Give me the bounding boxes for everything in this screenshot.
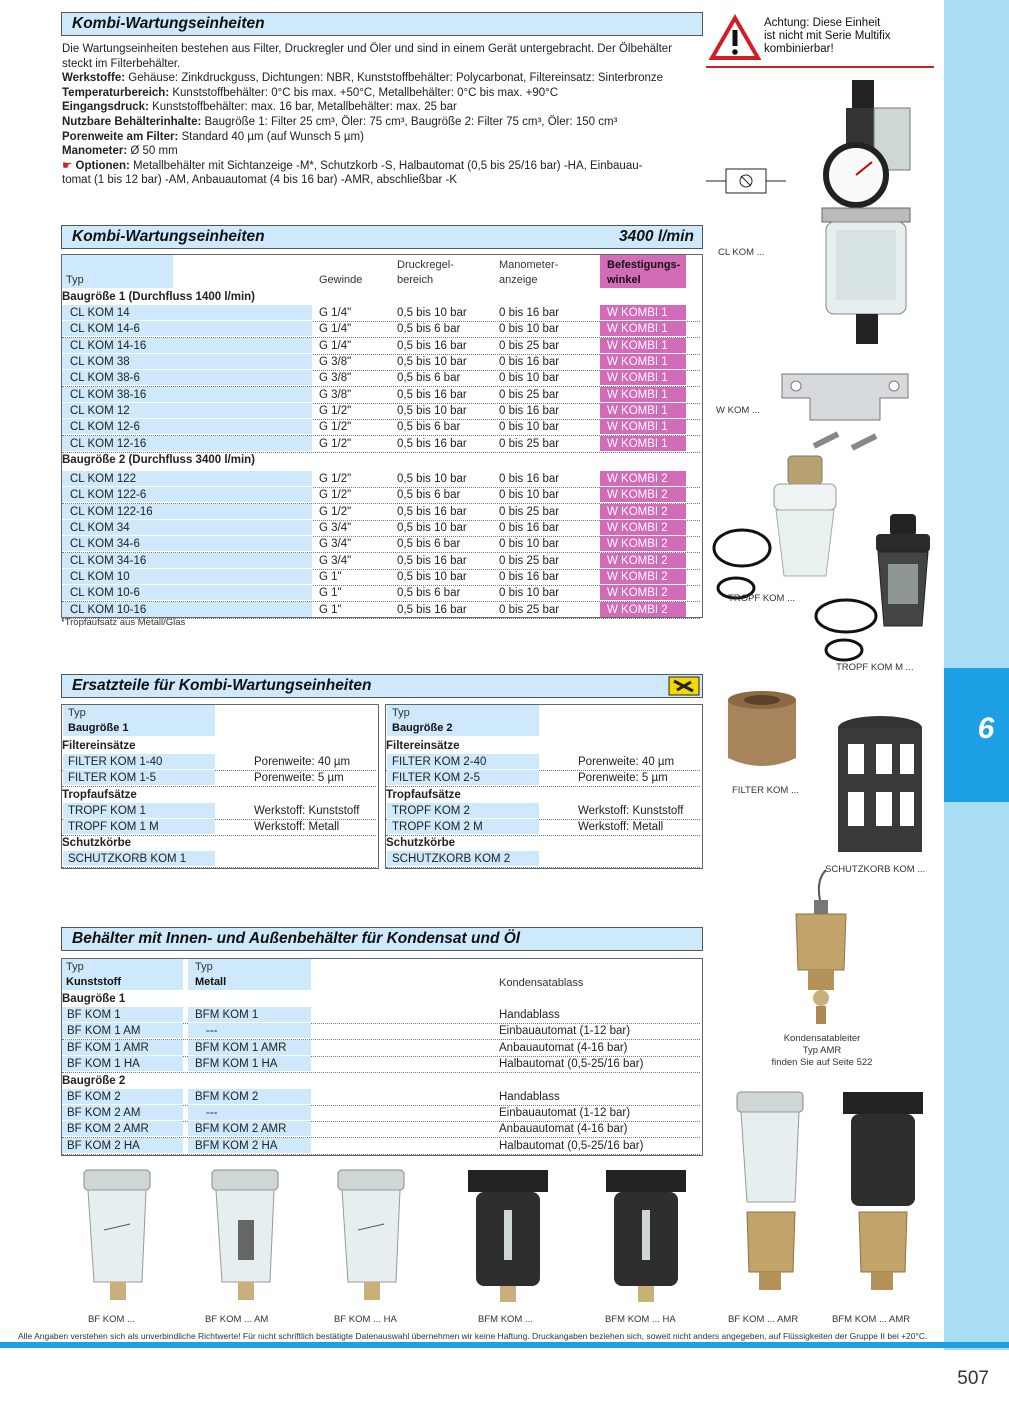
table-cell: CL KOM 34-16 <box>70 554 147 567</box>
col-header-druck: Druckregel- bereich <box>397 259 454 286</box>
table-cell: G 3/8" <box>319 355 352 368</box>
image-caption: FILTER KOM ... <box>732 785 799 796</box>
image-caption: Kondensatableiter <box>783 1033 861 1044</box>
table-row <box>386 770 700 787</box>
table-cell: TROPF KOM 2 <box>392 804 470 817</box>
table-row <box>62 1007 700 1024</box>
table-cell: Porenweite: 40 µm <box>254 756 351 768</box>
table-row <box>62 851 376 868</box>
table-cell: CL KOM 38-6 <box>70 372 140 385</box>
tools-icon <box>669 677 699 695</box>
table-row <box>62 1121 700 1138</box>
table-cell: 0 bis 16 bar <box>499 473 560 485</box>
table-cell: Einbauautomat (1-12 bar) <box>499 1107 631 1119</box>
table-cell: CL KOM 122-6 <box>70 489 147 502</box>
table-cell: 0 bis 10 bar <box>499 587 560 600</box>
pointing-hand-icon: ☛ <box>62 159 73 172</box>
table-cell: W KOMBI 2 <box>607 587 668 600</box>
maintenance-unit-symbol <box>706 166 786 196</box>
spec-manometer: Manometer: Ø 50 mm <box>62 145 178 158</box>
table-cell: 0 bis 25 bar <box>499 339 560 352</box>
table-row <box>62 553 700 570</box>
table-cell: Anbauautomat (4-16 bar) <box>499 1123 628 1136</box>
table-cell: CL KOM 10 <box>70 570 130 583</box>
group-heading: Filtereinsätze <box>386 740 460 752</box>
col-header-kond: Kondensatablass <box>499 977 584 989</box>
table-cell: 0,5 bis 10 bar <box>397 473 467 485</box>
image-caption: BFM KOM ... <box>478 1314 533 1325</box>
section-title: Behälter mit Innen- und Außenbehälter für Kondensat und Öl <box>72 930 521 947</box>
intro-line: steckt im Filterbehälter. <box>62 57 181 70</box>
spec-eingangsdruck: Eingangsdruck: Kunststoffbehälter: max. 16 bar, Metallbehälter: max. 25 bar <box>62 101 457 114</box>
table-cell: G 3/8" <box>319 372 352 385</box>
table-cell: BFM KOM 1 AMR <box>195 1041 287 1054</box>
table-cell: FILTER KOM 1-40 <box>68 756 163 768</box>
table-cell: W KOMBI 1 <box>607 437 668 450</box>
table-cell: CL KOM 12-6 <box>70 421 140 434</box>
group-heading: Filtereinsätze <box>62 740 136 752</box>
image-caption: TROPF KOM ... <box>728 593 796 604</box>
image-caption: BF KOM ... AMR <box>728 1314 799 1325</box>
table-cell: 0 bis 16 bar <box>499 521 560 534</box>
table-cell: 0,5 bis 6 bar <box>397 372 461 385</box>
table-cell: Einbauautomat (1-12 bar) <box>499 1025 631 1038</box>
table-cell: Handablass <box>499 1090 560 1103</box>
table-cell: 0,5 bis 6 bar <box>397 323 461 336</box>
table-cell: 0,5 bis 16 bar <box>397 505 467 518</box>
group-heading: Schutzkörbe <box>386 837 456 850</box>
col-header-typ: Typ Kunststoff <box>66 961 121 988</box>
table-cell: Porenweite: 5 µm <box>578 772 668 785</box>
protective-basket-image <box>830 714 930 864</box>
table-cell: 0,5 bis 6 bar <box>397 538 461 551</box>
col-header-size: Baugröße 2 <box>392 722 453 734</box>
image-caption: finden Sie auf Seite 522 <box>771 1057 873 1068</box>
table-cell: G 3/4" <box>319 538 352 551</box>
table-row <box>62 1056 700 1073</box>
table-cell: 0 bis 25 bar <box>499 603 560 616</box>
table-row <box>62 1105 700 1122</box>
table-cell: CL KOM 34-6 <box>70 538 140 551</box>
table-cell: W KOMBI 2 <box>607 603 668 616</box>
table-cell: W KOMBI 1 <box>607 421 668 434</box>
group-heading: Baugröße 1 <box>62 993 126 1005</box>
table-row <box>62 1138 700 1155</box>
warning-line: Achtung: Diese Einheit <box>764 17 881 29</box>
table-row <box>386 851 700 868</box>
bowl-bfm-kom-amr-image <box>843 1092 923 1312</box>
table-cell: W KOMBI 2 <box>607 521 668 534</box>
table-row <box>386 819 700 836</box>
spec-optionen: ☛ Optionen: Metallbehälter mit Sichtanzeige -M*, Schutzkorb -S, Halbautomat (0,5 bis 25/16 bar) -HA, Einbauau- <box>62 159 643 172</box>
flow-rate: 3400 l/min <box>619 228 694 245</box>
table-cell: CL KOM 38 <box>70 355 130 368</box>
image-caption: BF KOM ... <box>88 1314 135 1325</box>
table-row <box>62 1040 700 1057</box>
table-row <box>62 536 700 553</box>
table-cell: Werkstoff: Metall <box>578 820 664 833</box>
bowl-bfm-kom-ha-image <box>606 1170 686 1310</box>
table-cell: CL KOM 10-6 <box>70 587 140 600</box>
table-cell: G 1" <box>319 587 342 600</box>
intro-text <box>62 42 702 188</box>
o-ring-image <box>814 598 884 668</box>
section-title: Ersatzteile für Kombi-Wartungseinheiten <box>72 677 372 694</box>
warning-line: kombinierbar! <box>764 43 834 55</box>
mounting-bracket-image <box>776 370 916 455</box>
table-cell: BF KOM 2 <box>67 1090 121 1103</box>
table-row <box>62 754 376 771</box>
table-cell: W KOMBI 1 <box>607 372 668 385</box>
bowl-bf-kom-image <box>80 1170 155 1310</box>
col-header-bef: Befestigungs- winkel <box>607 259 681 286</box>
col-header-typ: Typ <box>392 707 410 719</box>
section-header <box>61 674 703 698</box>
table-cell: CL KOM 10-16 <box>70 603 147 616</box>
section-header <box>61 12 703 36</box>
section-title: Kombi-Wartungseinheiten <box>72 228 265 245</box>
section-header <box>61 225 703 249</box>
table-cell: BF KOM 1 AMR <box>67 1041 149 1054</box>
table-cell: FILTER KOM 2-40 <box>392 756 487 768</box>
table-cell: 0,5 bis 6 bar <box>397 587 461 600</box>
table-cell: G 1" <box>319 570 342 583</box>
table-cell: W KOMBI 1 <box>607 388 668 401</box>
image-caption: SCHUTZKORB KOM ... <box>825 864 926 875</box>
table-cell: 0 bis 10 bar <box>499 489 560 502</box>
table-cell: 0 bis 16 bar <box>499 570 560 583</box>
table-cell: BFM KOM 1 HA <box>195 1058 278 1071</box>
table-row <box>62 471 700 488</box>
table-cell: 0 bis 25 bar <box>499 505 560 518</box>
table-cell: Werkstoff: Metall <box>254 820 340 833</box>
table-cell: Werkstoff: Kunststoff <box>254 804 360 817</box>
warning-line: ist nicht mit Serie Multifix <box>764 30 891 42</box>
table-row <box>62 305 700 322</box>
table-cell: 0,5 bis 10 bar <box>397 355 467 368</box>
table-cell: 0 bis 25 bar <box>499 554 560 567</box>
table-cell: 0 bis 16 bar <box>499 355 560 368</box>
table-cell: CL KOM 122 <box>70 473 137 485</box>
table-cell: CL KOM 14 <box>70 307 130 319</box>
table-cell: 0 bis 10 bar <box>499 372 560 385</box>
table-cell: Handablass <box>499 1009 560 1021</box>
table-cell: 0,5 bis 10 bar <box>397 570 467 583</box>
table-cell: 0,5 bis 16 bar <box>397 437 467 450</box>
table-cell: CL KOM 12 <box>70 404 130 417</box>
disclaimer: Alle Angaben verstehen sich als unverbindliche Richtwerte! Für nicht schriftlich bestätigte Datenauswahl übernehmen wir keine Haftung. Druckangaben beziehen sich, soweit nicht anders angegeben, auf Flüssigkeiten der Gruppe II bei +20°C. <box>18 1331 928 1341</box>
table-cell: W KOMBI 1 <box>607 323 668 336</box>
table-cell: W KOMBI 2 <box>607 473 668 485</box>
table-row <box>62 520 700 537</box>
image-caption: BFM KOM ... HA <box>605 1314 676 1325</box>
table-cell: G 1/4" <box>319 339 352 352</box>
table-cell: BF KOM 2 HA <box>67 1139 140 1152</box>
table-cell: BFM KOM 1 <box>195 1009 259 1021</box>
table-cell: W KOMBI 2 <box>607 538 668 551</box>
table-cell: CL KOM 34 <box>70 521 130 534</box>
bowl-bf-kom-am-image <box>208 1170 283 1310</box>
table-cell: G 1/2" <box>319 437 352 450</box>
table-cell: 0 bis 10 bar <box>499 421 560 434</box>
table-cell: 0 bis 25 bar <box>499 388 560 401</box>
table-row <box>62 321 700 338</box>
table-cell: 0,5 bis 10 bar <box>397 307 467 319</box>
table-cell: Halbautomat (0,5-25/16 bar) <box>499 1058 644 1071</box>
table-cell: G 1/2" <box>319 489 352 502</box>
table-cell: G 1" <box>319 603 342 616</box>
table-cell: 0,5 bis 10 bar <box>397 404 467 417</box>
o-ring-image <box>712 528 774 603</box>
table-cell: Werkstoff: Kunststoff <box>578 804 684 817</box>
table-row <box>62 403 700 420</box>
table-cell: BFM KOM 2 HA <box>195 1139 278 1152</box>
col-header-mano: Manometer- anzeige <box>499 259 559 286</box>
spec-temperatur: Temperaturbereich: Kunststoffbehälter: 0°C bis max. +50°C, Metallbehälter: 0°C bis max. +90°C <box>62 86 559 99</box>
table-cell: --- <box>206 1025 218 1038</box>
table-cell: Porenweite: 40 µm <box>578 756 675 768</box>
table-cell: W KOMBI 1 <box>607 307 668 319</box>
table-cell: 0 bis 16 bar <box>499 404 560 417</box>
table-row <box>62 354 700 371</box>
table-cell: W KOMBI 2 <box>607 554 668 567</box>
table-cell: W KOMBI 2 <box>607 489 668 502</box>
image-caption: CL KOM ... <box>718 247 765 258</box>
col-header-gewinde: Gewinde <box>319 274 363 286</box>
table-cell: CL KOM 122-16 <box>70 505 153 518</box>
image-caption: TROPF KOM M ... <box>836 662 914 673</box>
col-header-typ: Typ Metall <box>195 961 227 988</box>
table-cell: 0 bis 25 bar <box>499 437 560 450</box>
table-row <box>62 370 700 387</box>
table-cell: BF KOM 1 HA <box>67 1058 140 1071</box>
intro-line: Die Wartungseinheiten bestehen aus Filter, Druckregler und Öler und sind in einem Gerät untergebracht. Der Ölbehälter <box>62 43 673 55</box>
table-cell: 0,5 bis 6 bar <box>397 421 461 434</box>
table-cell: 0,5 bis 10 bar <box>397 521 467 534</box>
table-cell: 0,5 bis 6 bar <box>397 489 461 502</box>
table-cell: BF KOM 1 AM <box>67 1025 141 1038</box>
table-cell: W KOMBI 2 <box>607 570 668 583</box>
table-row <box>62 504 700 521</box>
bowl-bf-kom-amr-image <box>733 1092 808 1312</box>
table-cell: W KOMBI 2 <box>607 505 668 518</box>
table-cell: G 1/4" <box>319 323 352 336</box>
table-cell: G 3/4" <box>319 521 352 534</box>
bowl-bf-kom-ha-image <box>334 1170 409 1310</box>
spec-porenweite: Porenweite am Filter: Standard 40 µm (auf Wunsch 5 µm) <box>62 130 364 143</box>
col-header-typ: Typ <box>66 274 84 286</box>
table-cell: W KOMBI 1 <box>607 339 668 352</box>
table-cell: 0 bis 10 bar <box>499 323 560 336</box>
table-cell: Porenweite: 5 µm <box>254 772 344 785</box>
chapter-tab-number: 6 <box>977 712 995 745</box>
table-cell: Anbauautomat (4-16 bar) <box>499 1041 628 1054</box>
table-cell: CL KOM 14-6 <box>70 323 140 336</box>
table-cell: BFM KOM 2 <box>195 1090 259 1103</box>
table-cell: CL KOM 12-16 <box>70 437 147 450</box>
table-cell: CL KOM 38-16 <box>70 388 147 401</box>
table-cell: G 1/2" <box>319 404 352 417</box>
table-row <box>62 419 700 436</box>
footer-rule <box>0 1342 1009 1348</box>
warning-icon <box>710 16 760 60</box>
page-number: 507 <box>957 1368 989 1389</box>
col-header-size: Baugröße 1 <box>68 722 129 734</box>
spec-werkstoffe: Werkstoffe: Gehäuse: Zinkdruckguss, Dichtungen: NBR, Kunststoffbehälter: Polycarbonat, Filtereinsatz: Sinterbronze <box>62 72 664 85</box>
table-cell: 0,5 bis 16 bar <box>397 603 467 616</box>
group-heading: Baugröße 2 <box>62 1074 126 1087</box>
table-cell: 0 bis 10 bar <box>499 538 560 551</box>
table-cell: 0,5 bis 16 bar <box>397 339 467 352</box>
table-row <box>62 770 376 787</box>
col-header-typ: Typ <box>68 707 86 719</box>
image-caption: BF KOM ... AM <box>205 1314 269 1325</box>
group-heading: Baugröße 2 (Durchfluss 3400 l/min) <box>62 453 255 466</box>
group-heading: Tropfaufsätze <box>386 788 461 801</box>
spec-inhalte: Nutzbare Behälterinhalte: Baugröße 1: Filter 25 cm³, Öler: 75 cm³, Baugröße 2: Filter 75 cm³, Öler: 150 cm³ <box>62 115 618 128</box>
table-cell: BFM KOM 2 AMR <box>195 1123 287 1136</box>
table-row <box>62 387 700 404</box>
table-cell: G 3/8" <box>319 388 352 401</box>
table-cell: G 1/2" <box>319 473 352 485</box>
spec-optionen-cont: tomat (1 bis 12 bar) -AM, Anbauautomat (4 bis 16 bar) -AMR, abschließbar -K <box>62 174 457 187</box>
table-cell: BF KOM 2 AMR <box>67 1123 149 1136</box>
table-cell: TROPF KOM 1 M <box>68 820 159 833</box>
image-caption: W KOM ... <box>716 405 760 416</box>
table-cell: TROPF KOM 1 <box>68 804 146 817</box>
table-cell: 0 bis 16 bar <box>499 307 560 319</box>
table-row <box>62 803 376 820</box>
group-heading: Schutzkörbe <box>62 837 132 850</box>
table-row <box>386 803 700 820</box>
image-caption: Typ AMR <box>802 1045 842 1056</box>
table-cell: TROPF KOM 2 M <box>392 820 483 833</box>
table-cell: BF KOM 2 AM <box>67 1107 141 1119</box>
table-row <box>62 1089 700 1106</box>
table-row <box>386 754 700 771</box>
table-cell: 0,5 bis 16 bar <box>397 554 467 567</box>
table-cell: 0,5 bis 16 bar <box>397 388 467 401</box>
table-cell: W KOMBI 1 <box>607 355 668 368</box>
warning-box <box>706 12 934 68</box>
table-cell: SCHUTZKORB KOM 1 <box>68 853 187 866</box>
table-row <box>62 436 700 453</box>
table-cell: G 1/2" <box>319 505 352 518</box>
table-cell: G 3/4" <box>319 554 352 567</box>
table-cell: G 1/2" <box>319 421 352 434</box>
table-row <box>62 819 376 836</box>
section-title: Kombi-Wartungseinheiten <box>72 15 265 32</box>
filter-element-image <box>722 688 802 778</box>
table-row <box>62 338 700 355</box>
image-caption: BFM KOM ... AMR <box>832 1314 911 1325</box>
table-row <box>62 1023 700 1040</box>
condensate-drain-image <box>786 870 856 1030</box>
section-header <box>61 927 703 951</box>
bowl-bfm-kom-image <box>468 1170 548 1310</box>
table-cell: SCHUTZKORB KOM 2 <box>392 853 511 866</box>
table-row <box>62 569 700 586</box>
table-row <box>62 585 700 602</box>
table-row <box>62 487 700 504</box>
group-heading: Tropfaufsätze <box>62 788 137 801</box>
table-cell: FILTER KOM 2-5 <box>392 772 480 785</box>
group-heading: Baugröße 1 (Durchfluss 1400 l/min) <box>62 291 255 303</box>
table-cell: --- <box>206 1107 218 1119</box>
table-cell: BF KOM 1 <box>67 1009 121 1021</box>
image-caption: BF KOM ... HA <box>334 1314 397 1325</box>
table-cell: CL KOM 14-16 <box>70 339 147 352</box>
table-cell: FILTER KOM 1-5 <box>68 772 156 785</box>
table-cell: G 1/4" <box>319 307 352 319</box>
table-cell: W KOMBI 1 <box>607 404 668 417</box>
maintenance-unit-image <box>812 80 922 350</box>
table-footnote: *Tropfaufsatz aus Metall/Glas <box>61 617 186 628</box>
table-cell: Halbautomat (0,5-25/16 bar) <box>499 1139 644 1152</box>
